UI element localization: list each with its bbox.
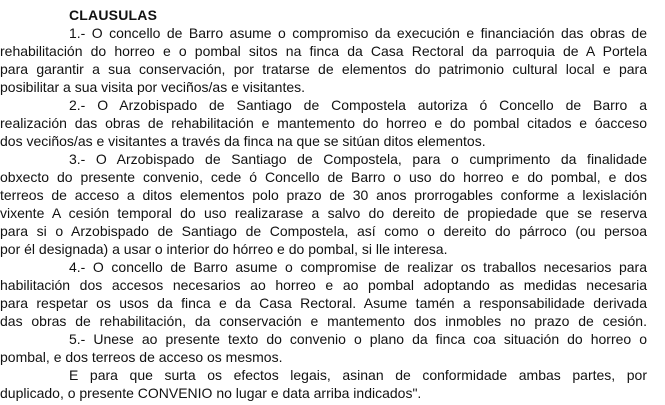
clauses-heading: CLAUSULAS (69, 7, 158, 23)
document-page: CLAUSULAS 1.- O concello de Barro asume o compromiso da execución e financiación das obras de rehabilitación do horreo e o pombal sitos na finca da Casa Rectoral da parroquia de A Portela para garantir a sua conservación, por tratarse de elementos do patrimonio cultural local e para posibilitar a sua visita por veciños/as e visitantes. 2.- O Arzobispado de Santiago de Compostela autoriza ó Concello de Barro a realización das obras de rehabilitación e mantemento do horreo e do pombal citados e óacceso dos veciños/as e visitantes a través da finca na que se sitúan ditos elementos. 3.- O Arzobispado de Santiago de Compostela, para o cumprimento da finalidade obxecto do presente convenio, cede ó Concello de Barro o uso do horreo e do pombal, e dos terreos de acceso a ditos elementos polo prazo de 30 anos prorrogables conforme a lexislación vixente A cesión temporal do uso realizarase a salvo do dereito de propiedade que se reserva para si o Arzobispado de Santiago de Compostela, así como o dereito do párroco (ou persoa por él designada) a usar o interior do hórreo e do pombal, si lle interesa. 4.- O concello de Barro asume o compromise de realizar os traballos necesarios para habilitación dos accesos necesarios ao horreo e ao pombal adoptando as medidas necesaria para respetar os usos da finca e da Casa Rectoral. Asume tamén a responsabilidade derivada das obras de rehabilitación, da conservación e mantemento dos inmobles no prazo de cesión. 5.- Unese ao presente texto do convenio o plano da finca coa situación do horreo o pombal, e dos terreos de acceso os mesmos. E para que surta os efectos legais, asinan de conformidade ambas partes, por duplicado, o presente CONVENIO no lugar e data arriba indicados". (0, 7, 647, 401)
